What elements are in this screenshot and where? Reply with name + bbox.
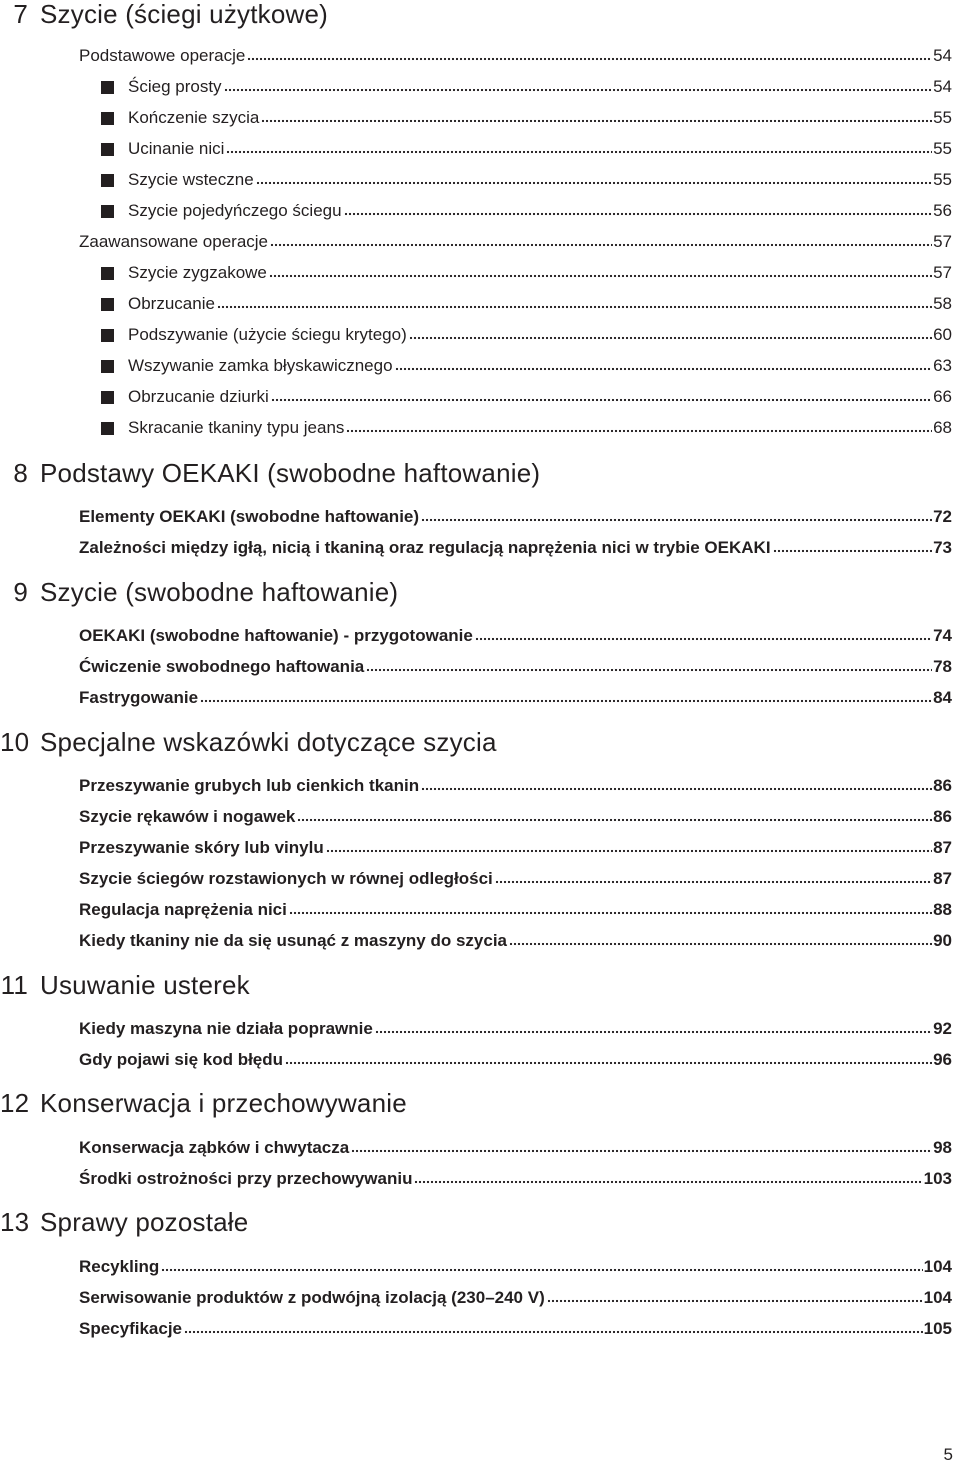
- square-bullet-icon: [101, 391, 114, 404]
- dot-leader: [547, 1297, 923, 1305]
- dot-leader: [326, 847, 932, 855]
- toc-entry-label: Ucinanie nici: [128, 139, 225, 158]
- dot-leader: [261, 117, 932, 125]
- dot-leader: [375, 1028, 932, 1036]
- toc-entry[interactable]: [79, 228, 952, 256]
- chapter-title: Specjalne wskazówki dotyczące szycia: [40, 726, 497, 757]
- square-bullet-icon: [101, 298, 114, 311]
- toc-entry[interactable]: [79, 1015, 952, 1043]
- chapter-number: 9: [13, 576, 28, 607]
- toc-entry-page: 57: [933, 232, 952, 251]
- square-bullet-icon: [101, 360, 114, 373]
- square-bullet-icon: [101, 329, 114, 342]
- dot-leader: [289, 909, 932, 917]
- dot-leader: [366, 666, 932, 674]
- chapter-number: 13: [0, 1206, 30, 1237]
- toc-entry[interactable]: [101, 383, 952, 411]
- square-bullet-icon: [101, 112, 114, 125]
- toc-entry[interactable]: [79, 927, 952, 955]
- toc-entry-page: 105: [923, 1319, 952, 1338]
- toc-entry[interactable]: [101, 352, 952, 380]
- square-bullet-icon: [101, 205, 114, 218]
- dot-leader: [226, 148, 932, 156]
- toc-entry-page: 73: [933, 538, 952, 557]
- toc-entry-page: 98: [933, 1138, 952, 1157]
- toc-entry-label: Ćwiczenie swobodnego haftowania: [79, 657, 365, 676]
- toc-entry[interactable]: [101, 104, 952, 132]
- dot-leader: [200, 697, 932, 705]
- toc-entry[interactable]: [79, 653, 952, 681]
- toc-entry[interactable]: [101, 135, 952, 163]
- toc-entry-page: 104: [923, 1257, 952, 1276]
- chapter-heading[interactable]: [0, 0, 960, 34]
- dot-leader: [414, 1178, 922, 1186]
- toc-entry[interactable]: [79, 772, 952, 800]
- chapter-heading[interactable]: [0, 1202, 960, 1242]
- toc-entry-label: Gdy pojawi się kod błędu: [79, 1050, 284, 1069]
- dot-leader: [270, 241, 932, 249]
- toc-entry-page: 68: [933, 418, 952, 437]
- toc-entry-page: 88: [933, 900, 952, 919]
- toc-entry[interactable]: [79, 1046, 952, 1074]
- toc-entry-page: 92: [933, 1019, 952, 1038]
- toc-entry-label: Obrzucanie: [128, 294, 215, 313]
- chapter-heading[interactable]: [0, 1083, 960, 1123]
- toc-entry[interactable]: [79, 1284, 952, 1312]
- toc-entry-label: Ścieg prosty: [128, 77, 222, 96]
- toc-entry-label: Recykling: [79, 1257, 160, 1276]
- toc-entry[interactable]: [79, 1315, 952, 1343]
- toc-entry[interactable]: [101, 197, 952, 225]
- dot-leader: [217, 303, 932, 311]
- square-bullet-icon: [101, 422, 114, 435]
- dot-leader: [475, 635, 932, 643]
- chapter-title: Konserwacja i przechowywanie: [40, 1087, 407, 1118]
- toc-entry-label: Podstawowe operacje: [79, 46, 246, 65]
- toc-entry-label: Kiedy tkaniny nie da się usunąć z maszyny do szycia: [79, 931, 507, 950]
- square-bullet-icon: [101, 174, 114, 187]
- dot-leader: [495, 878, 932, 886]
- dot-leader: [346, 427, 932, 435]
- toc-entry-page: 84: [933, 688, 952, 707]
- toc-entry-page: 72: [933, 507, 952, 526]
- toc-entry-page: 86: [933, 807, 952, 826]
- toc-entry-label: Elementy OEKAKI (swobodne haftowanie): [79, 507, 420, 526]
- toc-entry[interactable]: [79, 834, 952, 862]
- chapter-title: Usuwanie usterek: [40, 969, 250, 1000]
- chapter-number: 10: [0, 726, 30, 757]
- dot-leader: [161, 1266, 922, 1274]
- toc-entry-label: Przeszywanie grubych lub cienkich tkanin: [79, 776, 420, 795]
- chapter-title: Sprawy pozostałe: [40, 1206, 249, 1237]
- toc-entry-page: 55: [933, 108, 952, 127]
- toc-entry[interactable]: [79, 803, 952, 831]
- toc-entry-label: Regulacja naprężenia nici: [79, 900, 287, 919]
- toc-entry[interactable]: [79, 1134, 952, 1162]
- toc-entry-page: 103: [923, 1169, 952, 1188]
- toc-entry-page: 58: [933, 294, 952, 313]
- toc-entry[interactable]: [101, 166, 952, 194]
- toc-entry-page: 86: [933, 776, 952, 795]
- dot-leader: [421, 785, 932, 793]
- dot-leader: [297, 816, 932, 824]
- toc-entry-label: Serwisowanie produktów z podwójną izolacją (230–240 V): [79, 1288, 545, 1307]
- square-bullet-icon: [101, 267, 114, 280]
- toc-entry-page: 54: [933, 77, 952, 96]
- dot-leader: [509, 940, 932, 948]
- toc-entry[interactable]: [79, 503, 952, 531]
- dot-leader: [256, 179, 932, 187]
- toc-entry-label: OEKAKI (swobodne haftowanie) - przygotowanie: [79, 626, 473, 645]
- toc-entry[interactable]: [79, 1165, 952, 1193]
- toc-entry-label: Kiedy maszyna nie działa poprawnie: [79, 1019, 373, 1038]
- toc-entry-label: Szycie rękawów i nogawek: [79, 807, 296, 826]
- chapter-heading[interactable]: [0, 965, 960, 1005]
- dot-leader: [247, 55, 932, 63]
- toc-entry[interactable]: [79, 622, 952, 650]
- toc-entry[interactable]: [79, 865, 952, 893]
- toc-entry[interactable]: [79, 896, 952, 924]
- chapter-heading[interactable]: [0, 722, 960, 762]
- chapter-title: Szycie (ściegi użytkowe): [40, 0, 328, 29]
- dot-leader: [269, 272, 932, 280]
- toc-entry-page: 60: [933, 325, 952, 344]
- dot-leader: [395, 365, 933, 373]
- toc-entry-page: 55: [933, 139, 952, 158]
- dot-leader: [409, 334, 932, 342]
- dot-leader: [773, 547, 933, 555]
- dot-leader: [344, 210, 933, 218]
- toc-entry-label: Podszywanie (użycie ściegu krytego): [128, 325, 407, 344]
- toc-entry[interactable]: [79, 684, 952, 712]
- toc-entry-label: Szycie ściegów rozstawionych w równej odległości: [79, 869, 493, 888]
- page-number: 5: [943, 1445, 953, 1464]
- chapter-number: 11: [0, 969, 28, 1000]
- toc-entry-label: Przeszywanie skóry lub vinylu: [79, 838, 324, 857]
- toc-entry-label: Środki ostrożności przy przechowywaniu: [79, 1169, 413, 1188]
- toc-entry[interactable]: [79, 1253, 952, 1281]
- toc-entry-page: 90: [933, 931, 952, 950]
- dot-leader: [351, 1147, 932, 1155]
- toc-entry-page: 87: [933, 838, 952, 857]
- toc-entry-label: Specyfikacje: [79, 1319, 183, 1338]
- toc-entry-label: Konserwacja ząbków i chwytacza: [79, 1138, 350, 1157]
- chapter-title: Szycie (swobodne haftowanie): [40, 576, 399, 607]
- toc-entry[interactable]: [101, 321, 952, 349]
- toc-entry-page: 54: [933, 46, 952, 65]
- toc-entry-label: Skracanie tkaniny typu jeans: [128, 418, 345, 437]
- square-bullet-icon: [101, 81, 114, 94]
- toc-entry-label: Zależności między igłą, nicią i tkaniną oraz regulacją naprężenia nici w trybie OEKAKI: [79, 538, 771, 557]
- toc-entry-label: Szycie pojedyńczego ściegu: [128, 201, 342, 220]
- dot-leader: [421, 516, 932, 524]
- square-bullet-icon: [101, 143, 114, 156]
- toc-entry[interactable]: [101, 73, 952, 101]
- toc-entry-label: Obrzucanie dziurki: [128, 387, 269, 406]
- toc-entry-page: 78: [933, 657, 952, 676]
- chapter-title: Podstawy OEKAKI (swobodne haftowanie): [40, 457, 541, 488]
- toc-entry[interactable]: [79, 42, 952, 70]
- toc-entry[interactable]: [101, 414, 952, 442]
- toc-entry-label: Szycie wsteczne: [128, 170, 254, 189]
- toc-entry[interactable]: [101, 290, 952, 318]
- toc-entry[interactable]: [79, 534, 952, 562]
- toc-entry-page: 66: [933, 387, 952, 406]
- toc-entry-page: 56: [933, 201, 952, 220]
- toc-entry-page: 63: [933, 356, 952, 375]
- toc-entry-label: Zaawansowane operacje: [79, 232, 269, 251]
- toc-entry-label: Wszywanie zamka błyskawicznego: [128, 356, 393, 375]
- chapter-heading[interactable]: [0, 453, 960, 493]
- dot-leader: [271, 396, 932, 404]
- toc-entry-label: Fastrygowanie: [79, 688, 199, 707]
- chapter-number: 7: [13, 0, 28, 29]
- toc-entry-page: 74: [933, 626, 952, 645]
- toc-entry-page: 87: [933, 869, 952, 888]
- dot-leader: [224, 86, 933, 94]
- toc-entry-page: 96: [933, 1050, 952, 1069]
- toc-entry-page: 57: [933, 263, 952, 282]
- toc-entry-label: Szycie zygzakowe: [128, 263, 267, 282]
- toc-entry[interactable]: [101, 259, 952, 287]
- chapter-heading[interactable]: [0, 572, 960, 612]
- dot-leader: [285, 1059, 932, 1067]
- toc-entry-page: 55: [933, 170, 952, 189]
- chapter-number: 8: [13, 457, 28, 488]
- dot-leader: [184, 1328, 923, 1336]
- chapter-number: 12: [0, 1087, 30, 1118]
- toc-entry-page: 104: [923, 1288, 952, 1307]
- toc-entry-label: Kończenie szycia: [128, 108, 260, 127]
